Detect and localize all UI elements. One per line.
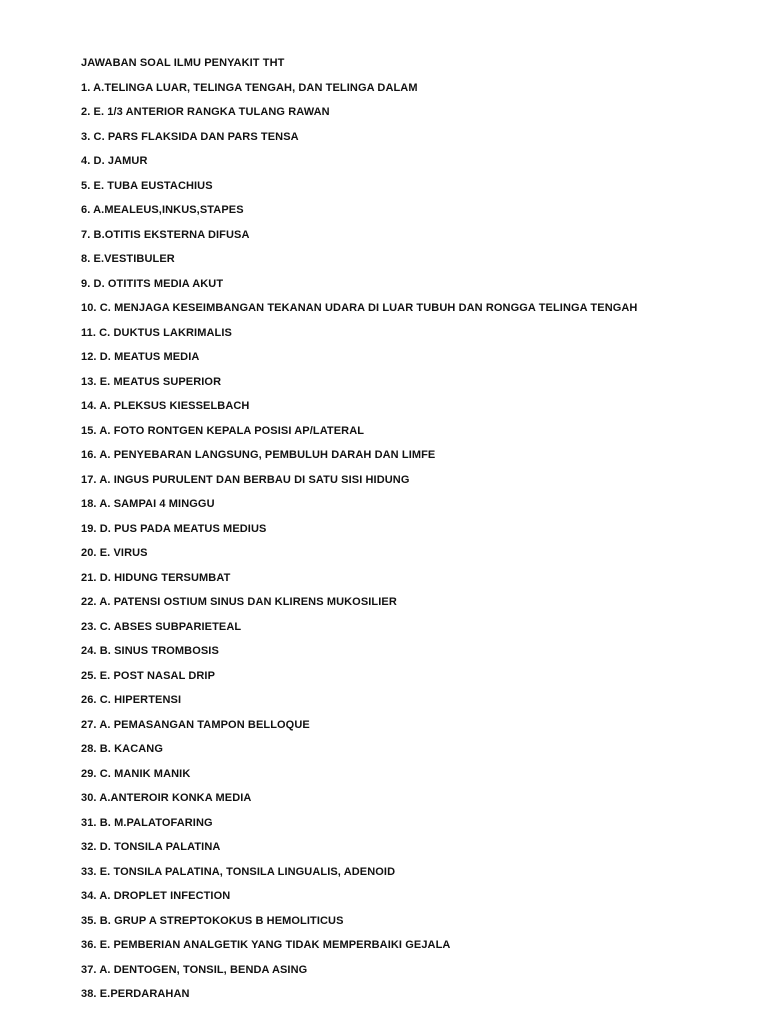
answer-item: 26. C. HIPERTENSI — [81, 694, 182, 706]
answer-item: 22. A. PATENSI OSTIUM SINUS DAN KLIRENS MUKOSILIER — [81, 596, 397, 608]
answer-list — [81, 81, 748, 1002]
answer-item: 30. A.ANTEROIR KONKA MEDIA — [81, 792, 252, 804]
answer-item: 21. D. HIDUNG TERSUMBAT — [81, 571, 231, 584]
answer-item: 38. E.PERDARAHAN — [81, 988, 190, 1000]
answer-item: 13. E. MEATUS SUPERIOR — [81, 375, 222, 388]
document-title: JAWABAN SOAL ILMU PENYAKIT THT — [81, 57, 285, 69]
answer-item: 24. B. SINUS TROMBOSIS — [81, 645, 219, 657]
answer-item: 28. B. KACANG — [81, 743, 163, 755]
answer-item: 1. A.TELINGA LUAR, TELINGA TENGAH, DAN TELINGA DALAM — [81, 81, 418, 94]
answer-item: 29. C. MANIK MANIK — [81, 767, 191, 780]
answer-item: 35. B. GRUP A STREPTOKOKUS B HEMOLITICUS — [81, 914, 344, 927]
answer-item: 9. D. OTITITS MEDIA AKUT — [81, 277, 224, 290]
answer-item: 16. A. PENYEBARAN LANGSUNG, PEMBULUH DARAH DAN LIMFE — [81, 449, 436, 461]
answer-item: 37. A. DENTOGEN, TONSIL, BENDA ASING — [81, 963, 308, 976]
answer-item: 23. C. ABSES SUBPARIETEAL — [81, 620, 242, 633]
answer-item: 27. A. PEMASANGAN TAMPON BELLOQUE — [81, 718, 310, 731]
document-page — [81, 56, 748, 1012]
answer-item: 31. B. M.PALATOFARING — [81, 816, 213, 829]
answer-item: 20. E. VIRUS — [81, 547, 148, 559]
answer-item: 10. C. MENJAGA KESEIMBANGAN TEKANAN UDARA DI LUAR TUBUH DAN RONGGA TELINGA TENGAH — [81, 302, 638, 314]
answer-item: 6. A.MEALEUS,INKUS,STAPES — [81, 204, 244, 216]
answer-item: 36. E. PEMBERIAN ANALGETIK YANG TIDAK MEMPERBAIKI GEJALA — [81, 939, 451, 951]
answer-item: 34. A. DROPLET INFECTION — [81, 890, 231, 902]
answer-item: 4. D. JAMUR — [81, 155, 148, 167]
answer-item: 15. A. FOTO RONTGEN KEPALA POSISI AP/LATERAL — [81, 424, 365, 437]
answer-item: 17. A. INGUS PURULENT DAN BERBAU DI SATU SISI HIDUNG — [81, 473, 410, 486]
answer-item: 14. A. PLEKSUS KIESSELBACH — [81, 400, 250, 412]
answer-item: 18. A. SAMPAI 4 MINGGU — [81, 498, 215, 510]
answer-item: 2. E. 1/3 ANTERIOR RANGKA TULANG RAWAN — [81, 106, 330, 118]
answer-item: 33. E. TONSILA PALATINA, TONSILA LINGUALIS, ADENOID — [81, 865, 396, 878]
answer-item: 8. E.VESTIBULER — [81, 253, 175, 265]
answer-item: 11. C. DUKTUS LAKRIMALIS — [81, 326, 232, 339]
answer-item: 3. C. PARS FLAKSIDA DAN PARS TENSA — [81, 130, 299, 143]
answer-item: 12. D. MEATUS MEDIA — [81, 351, 200, 363]
answer-item: 19. D. PUS PADA MEATUS MEDIUS — [81, 522, 267, 535]
answer-item: 25. E. POST NASAL DRIP — [81, 669, 216, 682]
answer-item: 5. E. TUBA EUSTACHIUS — [81, 179, 213, 192]
answer-item: 7. B.OTITIS EKSTERNA DIFUSA — [81, 228, 250, 241]
answer-item: 32. D. TONSILA PALATINA — [81, 841, 221, 853]
